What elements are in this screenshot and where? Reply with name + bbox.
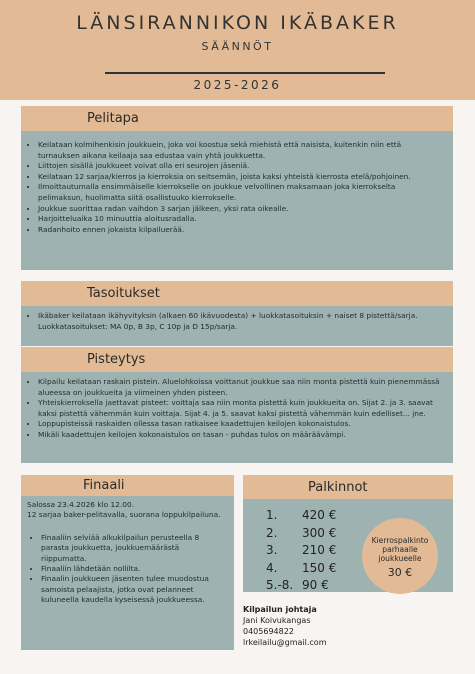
prize-place: 3. bbox=[266, 543, 278, 557]
finaali-heading-text: Finaali bbox=[83, 478, 125, 493]
list-item: • Ilmoittautumalla ensimmäiselle kierrokselle on joukkue velvollinen maksamaan joka kierrokselta pelimaksun, huolimatta siitä osallistuuko kierrokselle. bbox=[38, 182, 440, 203]
list-item: • Ikäbaker keilataan ikähyvityksin (alkaen 60 ikävuodesta) + luokkatasoituksin + naiset 8 pistettä/sarja. Luokkatasoitukset: MA 0p, B 3p, C 10p ja D 15p/sarja. bbox=[38, 311, 440, 332]
season-label: 2025-2026 bbox=[193, 78, 282, 92]
pelitapa-heading bbox=[21, 106, 453, 131]
list-item: • Keilataan 12 sarjaa/kierros ja kierroksia on seitsemän, joista kaksi yhteistä kierrosta etelä/pohjoinen. bbox=[38, 172, 440, 183]
pelitapa-heading-text: Pelitapa bbox=[87, 111, 139, 126]
list-item: • Finaaliin lähdetään nollilta. bbox=[41, 564, 227, 574]
contact-email: lrkeilailu@gmail.com bbox=[243, 638, 327, 647]
page-title: LÄNSIRANNIKON IKÄBAKER bbox=[76, 12, 399, 34]
list-item: • Harjoitteluaika 10 minuuttia aloitusradalla. bbox=[38, 214, 440, 225]
list-item: • Kilpailu keilataan raskain pistein. Aluelohkoissa voittanut joukkue saa niin monta pistettä kuin pienemmässä alueessa on joukkueita ja viimeinen yhden pisteen. bbox=[38, 377, 440, 398]
palkinnot-heading-text: Palkinnot bbox=[308, 479, 368, 495]
prize-place: 4. bbox=[266, 560, 278, 575]
contact-phone: 0405694822 bbox=[243, 627, 294, 636]
header-divider bbox=[105, 72, 385, 74]
tasoitukset-list-wrap bbox=[24, 311, 440, 332]
pisteytys-heading bbox=[21, 347, 453, 372]
pisteytys-list-wrap bbox=[24, 377, 440, 441]
prize-amount: 150 € bbox=[302, 560, 337, 575]
palkinnot-heading bbox=[243, 475, 453, 499]
list-item: • Yhteiskierroksella jaettavat pisteet: voittaja saa niin monta pistettä kuin joukkueita on. Sijat 2. ja 3. saavat kaksi pistettä vähemmän kuin voittaja. Sijat 4. ja 5. saavat kaksi pistettä vähemmän kuin edelliset... jne. bbox=[38, 398, 440, 419]
badge-line3: joukkueelle bbox=[378, 553, 422, 563]
list-item: • Loppupisteissä raskaiden ollessa tasan ratkaisee kaadettujen keilojen kokonaistulos. bbox=[38, 419, 440, 430]
finaali-heading bbox=[21, 475, 234, 496]
pisteytys-heading-text: Pisteytys bbox=[87, 352, 146, 367]
round-prize-badge bbox=[362, 518, 438, 594]
contact-block bbox=[243, 604, 327, 648]
prize-amount: 90 € bbox=[302, 578, 329, 592]
finaali-format: 12 sarjaa baker-pelitavalla, suorana loppukilpailuna. bbox=[27, 510, 221, 520]
prize-place: 1. bbox=[266, 508, 278, 522]
contact-title: Kilpailun johtaja bbox=[243, 605, 317, 614]
pelitapa-list bbox=[24, 140, 440, 235]
finaali-body bbox=[27, 500, 227, 606]
prize-amount: 300 € bbox=[302, 525, 337, 540]
prize-amount: 210 € bbox=[302, 543, 337, 557]
badge-line2: parhaalle bbox=[382, 544, 418, 554]
list-item: • Mikäli kaadettujen keilojen kokonaistulos on tasan - puhdas tulos on määräävämpi. bbox=[38, 430, 440, 441]
list-item: • Joukkue suorittaa radan vaihdon 3 sarjan jälkeen, yksi rata oikealle. bbox=[38, 204, 440, 215]
badge-amount: 30 € bbox=[387, 565, 413, 579]
list-item: • Keilataan kolmihenkisin joukkuein, joka voi koostua sekä miehistä että naisista, kuitenkin niin että turnauksen aikana keilaaja saa edustaa vain yhtä joukkuetta. bbox=[38, 140, 440, 161]
tasoitukset-list bbox=[24, 311, 440, 332]
contact-name: Jani Koivukangas bbox=[243, 616, 311, 625]
list-item: • Radanhoito ennen jokaista kilpailuerää. bbox=[38, 225, 440, 236]
prize-amount: 420 € bbox=[302, 508, 337, 522]
tasoitukset-heading bbox=[21, 281, 453, 306]
prize-place: 2. bbox=[266, 525, 278, 540]
list-item: • Finaaliin selviää alkukilpailun perusteella 8 parasta joukkuetta, joukkuemäärästä riippumatta. bbox=[41, 533, 227, 564]
badge-line1: Kierrospalkinto bbox=[371, 535, 429, 545]
tasoitukset-heading-text: Tasoitukset bbox=[87, 286, 160, 301]
finaali-date: Salossa 23.4.2026 klo 12.00. bbox=[27, 500, 135, 509]
finaali-list bbox=[27, 533, 227, 606]
pelitapa-list-wrap bbox=[24, 140, 440, 235]
list-item: • Liittojen sisällä joukkueet voivat olla eri seurojen jäseniä. bbox=[38, 161, 440, 172]
page-subtitle: SÄÄNNÖT bbox=[201, 40, 274, 53]
pisteytys-list bbox=[24, 377, 440, 441]
list-item: • Finaalin joukkueen jäsenten tulee muodostua samoista pelaajista, jotka ovat pelanneet kuluneella kaudella kyseisessä joukkueessa. bbox=[41, 574, 227, 605]
prize-place: 5.-8. bbox=[266, 578, 294, 592]
